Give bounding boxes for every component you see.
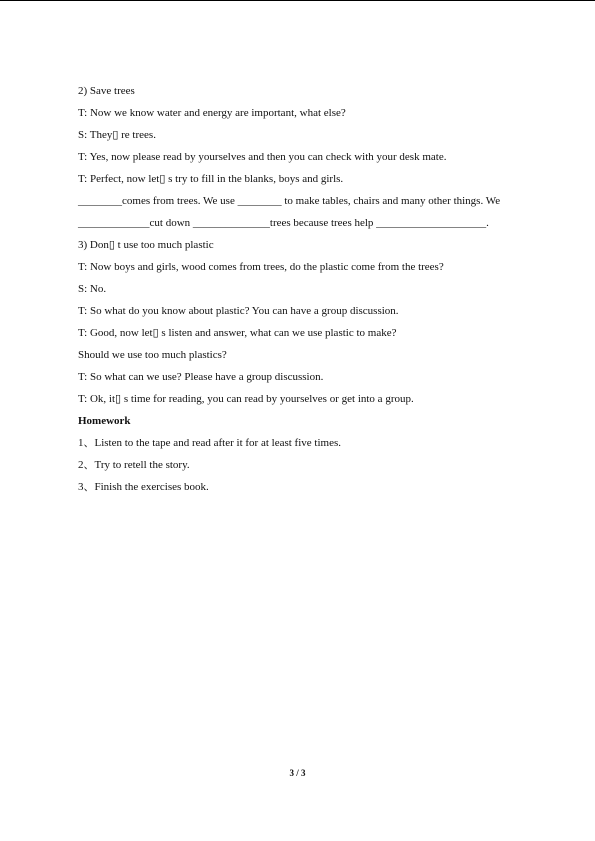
homework-item: 3、Finish the exercises book. — [78, 481, 209, 493]
dialogue-line: T: Yes, now please read by yourselves and then you can check with your desk mate. — [78, 151, 447, 163]
dialogue-line: T: Now we know water and energy are important, what else? — [78, 107, 346, 119]
dialogue-line: T: Ok, it▯ s time for reading, you can read by yourselves or get into a group. — [78, 393, 414, 405]
dialogue-line: S: No. — [78, 283, 107, 295]
document-body — [78, 80, 548, 498]
dialogue-line: T: So what can we use? Please have a group discussion. — [78, 371, 324, 383]
page-number: 3 / 3 — [289, 768, 306, 778]
fill-in-blank-line: _____________cut down ______________trees because trees help ____________________. — [78, 217, 489, 229]
section-heading-save-trees: 2) Save trees — [78, 85, 135, 97]
section-heading-plastic: 3) Don▯ t use too much plastic — [78, 239, 214, 251]
dialogue-line: S: They▯ re trees. — [78, 129, 156, 141]
homework-heading: Homework — [78, 415, 131, 427]
dialogue-line: T: So what do you know about plastic? You can have a group discussion. — [78, 305, 399, 317]
dialogue-line: T: Perfect, now let▯ s try to fill in the blanks, boys and girls. — [78, 173, 344, 185]
top-border-line — [0, 0, 595, 1]
homework-item: 1、Listen to the tape and read after it for at least five times. — [78, 437, 341, 449]
fill-in-blank-line: ________comes from trees. We use ________ to make tables, chairs and many other things. We — [78, 195, 501, 207]
dialogue-line: T: Now boys and girls, wood comes from trees, do the plastic come from the trees? — [78, 261, 444, 273]
dialogue-line: T: Good, now let▯ s listen and answer, what can we use plastic to make? — [78, 327, 397, 339]
homework-item: 2、Try to retell the story. — [78, 459, 190, 471]
question-line: Should we use too much plastics? — [78, 349, 227, 361]
